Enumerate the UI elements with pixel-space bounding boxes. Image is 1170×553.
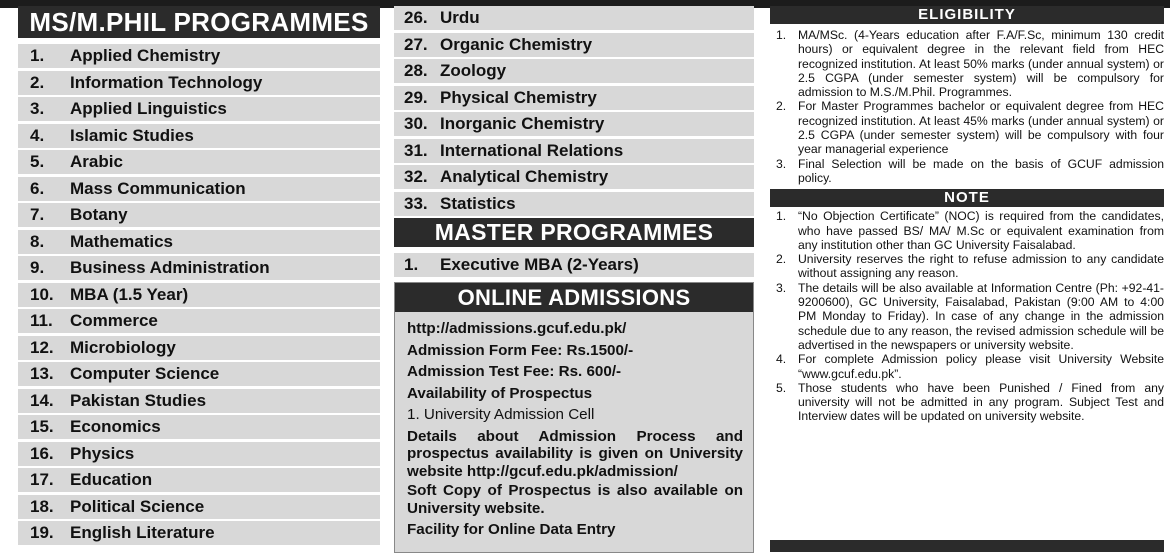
- programme-number: 1.: [30, 46, 45, 65]
- item-number: 2.: [776, 252, 787, 267]
- eligibility-title: ELIGIBILITY: [770, 6, 1164, 24]
- programme-name: Applied Linguistics: [70, 99, 227, 118]
- programme-number: 32.: [404, 167, 428, 186]
- last-date-banner: [770, 540, 1164, 552]
- note-title: NOTE: [770, 189, 1164, 207]
- master-programmes-title: MASTER PROGRAMMES: [394, 218, 754, 247]
- item-text: For complete Admission policy please visit University Website “www.gcuf.edu.pk”.: [798, 352, 1164, 381]
- programme-row: [18, 521, 380, 545]
- programme-row: [18, 44, 380, 68]
- item-text: Final Selection will be made on the basis of GCUF admission policy.: [798, 156, 1164, 185]
- prospectus-heading: Availability of Prospectus: [407, 384, 593, 402]
- programme-number: 31.: [404, 140, 428, 160]
- programme-row: [18, 389, 380, 413]
- master-programme-list: [394, 253, 754, 277]
- online-admissions-box: [394, 282, 754, 553]
- programme-name: Microbiology: [70, 337, 176, 357]
- programme-number: 18.: [30, 496, 54, 516]
- form-fee: Admission Form Fee: Rs.1500/-: [407, 341, 634, 359]
- programme-row: [18, 415, 380, 439]
- programme-number: 1.: [404, 255, 419, 274]
- programme-row: [394, 33, 754, 57]
- list-item: [770, 352, 1164, 381]
- programme-row: [18, 442, 380, 466]
- programme-name: MBA (1.5 Year): [70, 284, 189, 304]
- programme-number: 9.: [30, 258, 45, 277]
- programme-name: Applied Chemistry: [70, 46, 221, 65]
- middle-column: [394, 6, 754, 553]
- programme-name: Business Administration: [70, 258, 270, 277]
- programme-number: 16.: [30, 443, 54, 463]
- programme-number: 3.: [30, 99, 45, 118]
- programme-name: Mathematics: [70, 231, 173, 251]
- item-number: 1.: [776, 28, 787, 42]
- admission-details: Details about Admission Process and prospectus availability is given on University website http://gcuf.edu.pk/admission/: [407, 427, 743, 480]
- programme-name: Statistics: [440, 193, 516, 213]
- programme-row: [18, 124, 380, 148]
- list-item: [770, 281, 1164, 352]
- list-item: [770, 209, 1164, 252]
- programme-row: [18, 150, 380, 174]
- ms-programme-list: [18, 44, 380, 545]
- item-number: 3.: [776, 280, 787, 295]
- programme-row: [18, 495, 380, 519]
- programme-number: 6.: [30, 178, 45, 198]
- item-text: Those students who have been Punished / Fined from any university will not be admitted in any program. Subject Test and Interview dates will be updated on university website.: [798, 380, 1164, 424]
- programme-name: Islamic Studies: [70, 125, 194, 145]
- ms-programmes-column: [18, 6, 380, 548]
- programme-name: International Relations: [440, 140, 624, 160]
- programme-row: [18, 362, 380, 386]
- programme-name: Commerce: [70, 311, 158, 330]
- programme-row: [18, 177, 380, 201]
- programme-number: 11.: [30, 311, 53, 330]
- ms-programmes-title: MS/M.PHIL PROGRAMMES: [18, 6, 380, 38]
- programme-row: [394, 112, 754, 136]
- programme-number: 30.: [404, 114, 428, 133]
- programme-name: Organic Chemistry: [440, 34, 593, 54]
- programme-name: Inorganic Chemistry: [440, 114, 605, 133]
- programme-number: 8.: [30, 231, 45, 251]
- programme-number: 13.: [30, 364, 54, 383]
- ms-programme-list-continued: [394, 6, 754, 216]
- programme-row: [18, 71, 380, 95]
- item-text: University reserves the right to refuse admission to any candidate without assigning any reason.: [798, 252, 1164, 281]
- programme-row: [394, 253, 754, 277]
- item-number: 5.: [776, 380, 787, 395]
- programme-row: [18, 256, 380, 280]
- programme-row: [18, 468, 380, 492]
- programme-number: 26.: [404, 8, 428, 27]
- programme-row: [18, 230, 380, 254]
- programme-row: [18, 283, 380, 307]
- programme-name: Information Technology: [70, 72, 263, 92]
- note-list: [770, 209, 1164, 423]
- programme-name: Computer Science: [70, 364, 220, 383]
- admissions-url[interactable]: http://admissions.gcuf.edu.pk/: [407, 320, 627, 337]
- programme-number: 33.: [404, 193, 428, 213]
- programme-row: [18, 336, 380, 360]
- programme-number: 7.: [30, 205, 45, 224]
- programme-row: [394, 165, 754, 189]
- programme-name: Arabic: [70, 152, 123, 171]
- programme-row: [18, 97, 380, 121]
- programme-number: 17.: [30, 470, 54, 489]
- programme-name: Economics: [70, 417, 161, 436]
- online-data-entry: Facility for Online Data Entry: [407, 521, 616, 538]
- programme-name: English Literature: [70, 523, 215, 542]
- prospectus-item: 1. University Admission Cell: [407, 406, 595, 423]
- list-item: [770, 28, 1164, 99]
- online-admissions-title: ONLINE ADMISSIONS: [395, 283, 753, 312]
- programme-number: 14.: [30, 390, 54, 410]
- programme-name: Executive MBA (2-Years): [440, 255, 639, 274]
- item-number: 2.: [776, 99, 787, 114]
- info-column: [770, 6, 1164, 424]
- programme-number: 4.: [30, 125, 45, 145]
- programme-name: Zoology: [440, 61, 507, 80]
- programme-row: [394, 139, 754, 163]
- test-fee: Admission Test Fee: Rs. 600/-: [407, 363, 622, 380]
- eligibility-list: [770, 28, 1164, 185]
- programme-row: [394, 59, 754, 83]
- programme-number: 10.: [30, 284, 54, 304]
- programme-row: [394, 192, 754, 216]
- list-item: [770, 99, 1164, 156]
- item-text: For Master Programmes bachelor or equivalent degree from HEC recognized institution. At least 45% marks (under annual system) or 2.5 CGPA (under semester system) will be compulsory with four year managerial experience: [798, 99, 1164, 157]
- programme-number: 5.: [30, 152, 45, 171]
- list-item: [770, 157, 1164, 186]
- item-number: 4.: [776, 352, 787, 367]
- item-number: 1.: [776, 209, 787, 224]
- programme-number: 12.: [30, 337, 54, 357]
- programme-name: Mass Communication: [70, 178, 246, 198]
- item-number: 3.: [776, 156, 787, 171]
- programme-row: [18, 203, 380, 227]
- list-item: [770, 381, 1164, 424]
- programme-name: Analytical Chemistry: [440, 167, 609, 186]
- programme-number: 29.: [404, 87, 428, 107]
- programme-name: Education: [70, 470, 153, 489]
- programme-name: Physics: [70, 443, 135, 463]
- programme-name: Political Science: [70, 496, 205, 516]
- item-text: “No Objection Certificate” (NOC) is required from the candidates, who have passed BS/ MA/ M.Sc or equivalent examination from any institution other than GC University Faisalabad.: [798, 209, 1164, 252]
- programme-row: [18, 309, 380, 333]
- online-admissions-body: [395, 312, 753, 552]
- programme-row: [394, 6, 754, 30]
- soft-copy-note: Soft Copy of Prospectus is also available on University website.: [407, 482, 743, 517]
- list-item: [770, 252, 1164, 281]
- programme-name: Urdu: [440, 8, 480, 27]
- programme-name: Physical Chemistry: [440, 87, 597, 107]
- programme-name: Pakistan Studies: [70, 390, 207, 410]
- programme-number: 15.: [30, 417, 54, 436]
- item-text: The details will be also available at Information Centre (Ph: +92-41-9200600), GC University, Faisalabad, Pakistan (9:00 AM to 4:00 PM Monday to Friday). In case of any change in the admission schedule due to any reason, the revised admission schedule will be advertised in the newspapers or university website.: [798, 280, 1164, 352]
- programme-number: 27.: [404, 34, 428, 54]
- programme-row: [394, 86, 754, 110]
- programme-number: 19.: [30, 523, 54, 542]
- programme-number: 28.: [404, 61, 428, 80]
- item-text: MA/MSc. (4-Years education after F.A/F.Sc, minimum 130 credit hours) or equivalent degree in the relevant field from HEC recognized institution. At least 50% marks (under annual system) or 2.5 CGPA (under semester system) will be compulsory for admission to M.S./M.Phil. Programmes.: [798, 28, 1164, 100]
- programme-name: Botany: [70, 205, 128, 224]
- programme-number: 2.: [30, 72, 45, 92]
